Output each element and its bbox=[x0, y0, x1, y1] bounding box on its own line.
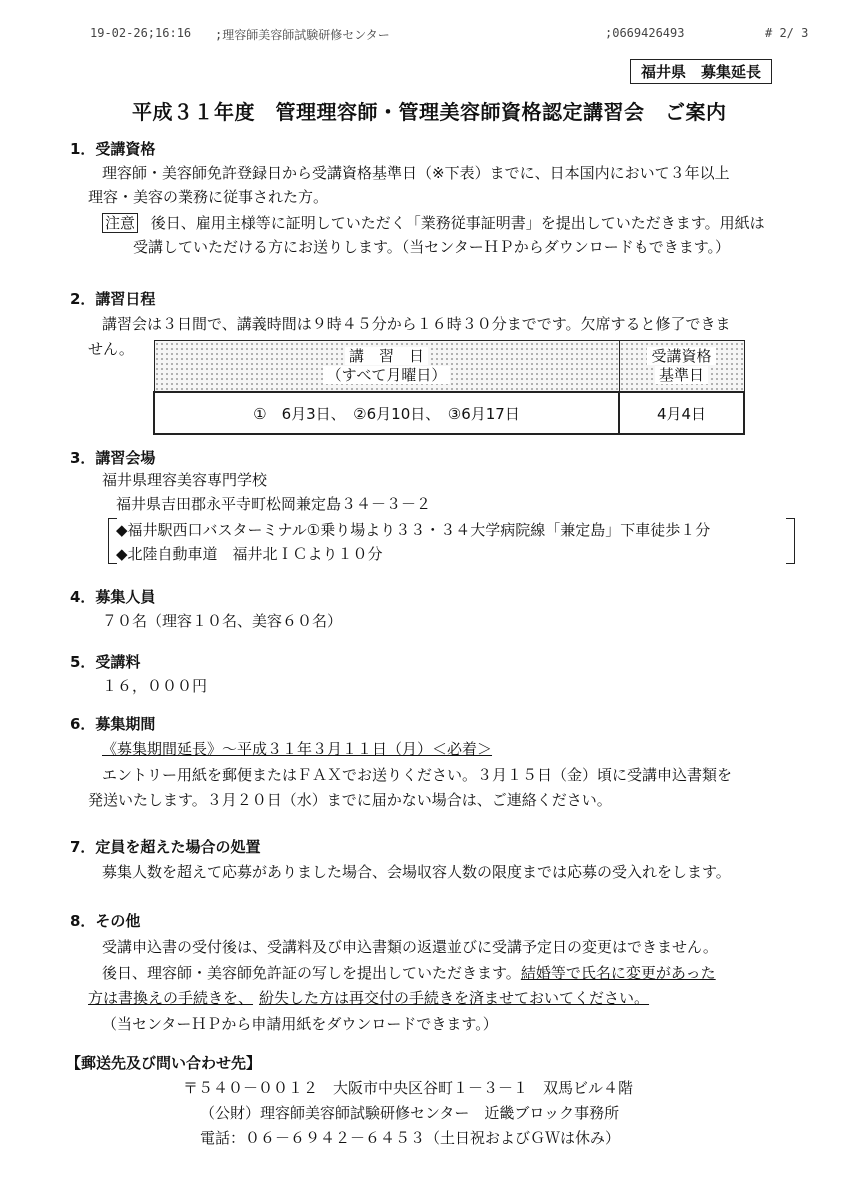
section-7-text: 募集人数を超えて応募がありました場合、会場収容人数の限度までは応募の受入れをします。 bbox=[102, 863, 731, 881]
contact-org: （公財）理容師美容師試験研修センター 近畿ブロック事務所 bbox=[200, 1104, 620, 1122]
application-period: 《募集期間延長》～平成３１年３月１１日（月）＜必着＞ bbox=[102, 740, 493, 758]
fax-datetime: 19-02-26;16:16 bbox=[90, 26, 192, 40]
note-label: 注意 bbox=[102, 213, 138, 233]
section-6-line-1: エントリー用紙を郵便またはＦＡＸでお送りください。３月１５日（金）頃に受講申込書類を bbox=[102, 766, 733, 784]
schedule-header-dates-line-2: （すべて月曜日） bbox=[323, 366, 451, 384]
schedule-header-base-line-1: 受講資格 bbox=[647, 347, 715, 365]
section-8-line-2b: 結婚等で氏名に変更があった bbox=[520, 964, 716, 982]
section-8-line-3b: 紛失した方は再交付の手続きを済ませておいてください。 bbox=[259, 989, 650, 1007]
status-badge: 福井県 募集延長 bbox=[630, 59, 772, 84]
section-2-line-1: 講習会は３日間で、講義時間は９時４５分から１６時３０分までです。欠席すると修了できま bbox=[102, 315, 731, 333]
contact-heading: 【郵送先及び問い合わせ先】 bbox=[66, 1054, 262, 1072]
section-8-line-3a: 方は書換えの手続きを、 bbox=[88, 989, 254, 1007]
section-8-line-3 bbox=[88, 987, 649, 1008]
schedule-table bbox=[153, 340, 745, 435]
office-hours: （土日祝およびＧＷは休み） bbox=[425, 1129, 621, 1147]
venue-name: 福井県理容美容専門学校 bbox=[102, 471, 268, 489]
fax-number: ;0669426493 bbox=[605, 26, 685, 40]
section-4-heading: 4．募集人員 bbox=[70, 588, 156, 606]
note-text-1: 後日、雇用主様等に証明していただく「業務従事証明書」を提出していただきます。用紙は bbox=[150, 214, 765, 232]
fee-text: １６，０００円 bbox=[102, 677, 208, 695]
schedule-header-base-date bbox=[619, 341, 744, 393]
section-8-line-4: （当センターＨＰから申請用紙をダウンロードできます。） bbox=[102, 1015, 498, 1033]
right-bracket bbox=[786, 518, 795, 564]
phone-label: 電話： bbox=[200, 1129, 246, 1147]
schedule-base-date: 4月4日 bbox=[619, 392, 744, 434]
section-8-line-2a: 後日、理容師・美容師免許証の写しを提出していただきます。 bbox=[102, 964, 521, 982]
schedule-dates: ① 6月3日、 ②6月10日、 ③6月17日 bbox=[154, 392, 619, 434]
schedule-header-base-line-2: 基準日 bbox=[655, 366, 708, 384]
section-3-heading: 3．講習会場 bbox=[70, 449, 156, 467]
contact-phone-line bbox=[200, 1127, 620, 1148]
page-title: 平成３１年度 管理理容師・管理美容師資格認定講習会 ご案内 bbox=[132, 100, 727, 124]
schedule-header-dates bbox=[154, 341, 619, 393]
venue-address: 福井県吉田郡永平寺町松岡兼定島３４－３－２ bbox=[116, 495, 432, 513]
section-5-heading: 5．受講料 bbox=[70, 653, 141, 671]
section-1-note bbox=[102, 212, 765, 233]
section-6-line-2: 発送いたします。３月２０日（水）までに届かない場合は、ご連絡ください。 bbox=[88, 791, 612, 809]
section-1-note-line-2: 受講していただける方にお送りします。（当センターＨＰからダウンロードもできます。） bbox=[133, 238, 731, 256]
section-2-heading: 2．講習日程 bbox=[70, 290, 156, 308]
section-1-heading: 1．受講資格 bbox=[70, 140, 156, 158]
venue-access-car: ◆北陸自動車道 福井北ＩＣより１０分 bbox=[116, 545, 383, 563]
section-8-heading: 8．その他 bbox=[70, 912, 141, 930]
section-1-line-2: 理容・美容の業務に従事された方。 bbox=[88, 188, 329, 206]
section-1-line-1: 理容師・美容師免許登録日から受講資格基準日（※下表）までに、日本国内において３年以上 bbox=[102, 164, 730, 182]
section-2-line-2: せん。 bbox=[88, 340, 134, 358]
section-8-line-2 bbox=[102, 962, 716, 983]
schedule-header-dates-line-1: 講 習 日 bbox=[345, 347, 428, 365]
capacity-text: ７０名（理容１０名、美容６０名） bbox=[102, 612, 343, 630]
section-8-line-1: 受講申込書の受付後は、受講料及び申込書類の返還並びに受講予定日の変更はできません。 bbox=[102, 938, 718, 956]
venue-access-bus: ◆福井駅西口バスターミナル①乗り場より３３・３４大学病院線「兼定島」下車徒歩１分 bbox=[116, 521, 711, 539]
fax-page: # 2/ 3 bbox=[765, 26, 809, 40]
phone-number: ０６－６９４２－６４５３ bbox=[245, 1129, 426, 1147]
contact-address: 〒５４０－００１２ 大阪市中央区谷町１－３－１ 双馬ビル４階 bbox=[183, 1079, 634, 1097]
fax-sender: ;理容師美容師試験研修センター bbox=[215, 28, 390, 42]
section-6-heading: 6．募集期間 bbox=[70, 715, 156, 733]
section-7-heading: 7．定員を超えた場合の処置 bbox=[70, 838, 261, 856]
